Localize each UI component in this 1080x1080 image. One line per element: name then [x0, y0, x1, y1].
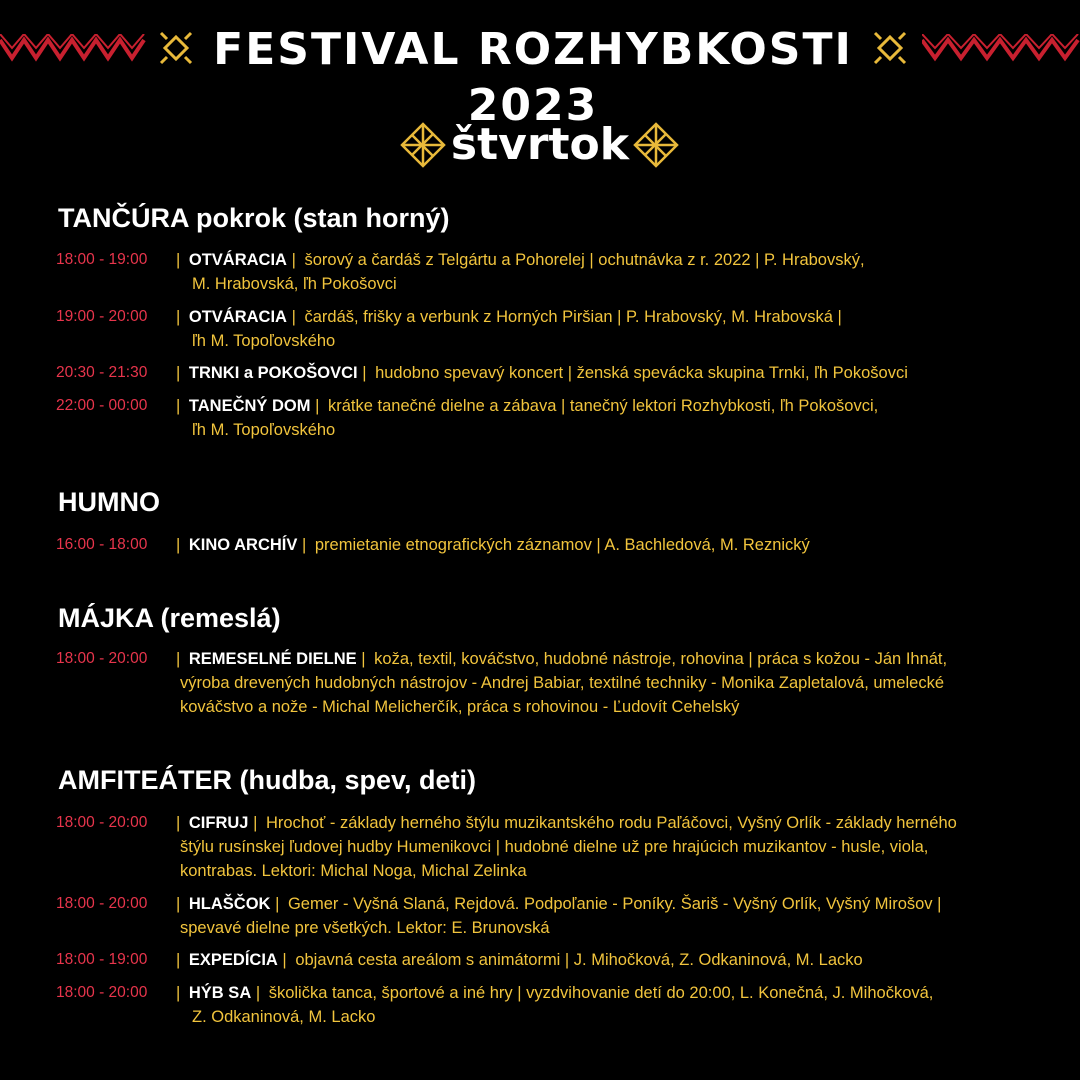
entry-name: KINO ARCHÍV [188, 536, 298, 554]
entry-detail: kontrabas. Lektori: Michal Noga, Michal Zelinka [180, 862, 527, 880]
zigzag-ornament-right [922, 34, 1080, 64]
lattice-ornament-left [400, 122, 446, 168]
entry-time: 18:00 - 20:00 [56, 984, 148, 1001]
header [0, 0, 1080, 131]
diamond-ornament-right [873, 31, 907, 65]
day-title: štvrtok [450, 119, 630, 170]
lattice-ornament-right [633, 122, 679, 168]
entry-detail: školička tanca, športové a iné hry | vyzdvihovanie detí do 20:00, L. Konečná, J. Mihočková, [268, 984, 934, 1002]
entry-name: HÝB SA [188, 984, 252, 1002]
entry-body: | KINO ARCHÍV | premietanie etnografických záznamov | A. Bachledová, M. Reznický [176, 536, 810, 554]
section-title-humno: HUMNO [58, 487, 160, 517]
entry-body: | OTVÁRACIA | čardáš, frišky a verbunk z Horných Piršian | P. Hrabovský, M. Hrabovská | ľh M. Topoľovského [176, 305, 1036, 353]
entry-name: OTVÁRACIA [188, 308, 287, 326]
entry-time: 18:00 - 20:00 [56, 895, 148, 912]
entry-name: TANEČNÝ DOM [188, 397, 311, 415]
entry-body: | TANEČNÝ DOM | krátke tanečné dielne a zábava | tanečný lektori Rozhybkosti, ľh Pokošovci, ľh M. Topoľovského [176, 394, 1036, 442]
entry-time: 22:00 - 00:00 [56, 397, 148, 414]
entry-time: 18:00 - 20:00 [56, 650, 148, 667]
entry-detail: šorový a čardáš z Telgártu a Pohorelej | ochutnávka z r. 2022 | P. Hrabovský, [304, 251, 865, 269]
entry-detail: Hrochoť - základy herného štýlu muzikantského rodu Paľáčovci, Vyšný Orlík - základy herného [265, 814, 957, 832]
entry-name: CIFRUJ [188, 814, 249, 832]
day-heading [0, 110, 1080, 180]
entry-time: 16:00 - 18:00 [56, 536, 148, 553]
entry-name: TRNKI a POKOŠOVCI [188, 364, 358, 382]
entry-detail: spevavé dielne pre všetkých. Lektor: E. Brunovská [180, 919, 550, 937]
entry-detail: koža, textil, kováčstvo, hudobné nástroje, rohovina | práca s kožou - Ján Ihnát, [374, 650, 948, 668]
section-title-amfiteater: AMFITEÁTER (hudba, spev, deti) [58, 765, 476, 795]
entry-detail: premietanie etnografických záznamov | A. Bachledová, M. Reznický [314, 536, 810, 554]
entry-body: | EXPEDÍCIA | objavná cesta areálom s animátormi | J. Mihočková, Z. Odkaninová, M. Lacko [176, 951, 863, 969]
entry-body: | CIFRUJ | Hrochoť - základy herného štýlu muzikantského rodu Paľáčovci, Vyšný Orlík - základy herného štýlu rusínskej ľudovej hudby Humenikovci | hudobné dielne už pre hrajúcich muzikantov - husle, viola, kontrabas. Lektori: Michal Noga, Michal Zelinka [176, 811, 1036, 883]
diamond-ornament-left [159, 31, 193, 65]
entry-detail: štýlu rusínskej ľudovej hudby Humenikovci | hudobné dielne už pre hrajúcich muzikantov - husle, viola, [180, 838, 929, 856]
entry-detail: ľh M. Topoľovského [192, 332, 336, 350]
entry-detail: hudobno spevavý koncert | ženská spevácka skupina Trnki, ľh Pokošovci [375, 364, 908, 382]
entry-detail: Gemer - Vyšná Slaná, Rejdová. Podpoľanie - Poníky. Šariš - Vyšný Orlík, Vyšný Mirošov | [287, 895, 942, 913]
entry-name: HLAŠČOK [188, 895, 271, 913]
section-title-tancura: TANČÚRA pokrok (stan horný) [58, 203, 450, 233]
entry-detail: krátke tanečné dielne a zábava | tanečný lektori Rozhybkosti, ľh Pokošovci, [327, 397, 879, 415]
section-title-majka: MÁJKA (remeslá) [58, 603, 281, 633]
entry-detail: Z. Odkaninová, M. Lacko [192, 1008, 376, 1026]
entry-body: | REMESELNÉ DIELNE | koža, textil, kováčstvo, hudobné nástroje, rohovina | práca s kožou - Ján Ihnát, výroba drevených hudobných nástrojov - Andrej Babiar, textilné techniky - Monika Zapletalová, umelecké kováčstvo a nože - Michal Melicherčík, práca s rohovinou - Ľudovít Cehelský [176, 647, 1036, 719]
entry-name: REMESELNÉ DIELNE [188, 650, 357, 668]
entry-body: | TRNKI a POKOŠOVCI | hudobno spevavý koncert | ženská spevácka skupina Trnki, ľh Pokošovci [176, 364, 908, 382]
entry-body: | OTVÁRACIA | šorový a čardáš z Telgártu a Pohorelej | ochutnávka z r. 2022 | P. Hrabovský, M. Hrabovská, ľh Pokošovci [176, 248, 1036, 296]
entry-detail: výroba drevených hudobných nástrojov - Andrej Babiar, textilné techniky - Monika Zapletalová, umelecké [180, 674, 944, 692]
entry-detail: M. Hrabovská, ľh Pokošovci [192, 275, 397, 293]
entry-body: | HLAŠČOK | Gemer - Vyšná Slaná, Rejdová. Podpoľanie - Poníky. Šariš - Vyšný Orlík, Vyšný Mirošov | spevavé dielne pre všetkých. Lektor: E. Brunovská [176, 892, 1036, 940]
entry-detail: ľh M. Topoľovského [192, 421, 336, 439]
entry-detail: čardáš, frišky a verbunk z Horných Piršian | P. Hrabovský, M. Hrabovská | [304, 308, 842, 326]
entry-time: 18:00 - 19:00 [56, 251, 148, 268]
zigzag-ornament-left [0, 34, 146, 64]
entry-time: 19:00 - 20:00 [56, 308, 148, 325]
entry-name: OTVÁRACIA [188, 251, 287, 269]
entry-time: 18:00 - 19:00 [56, 951, 148, 968]
festival-title: FESTIVAL ROZHYBKOSTI 2023 [213, 24, 853, 131]
entry-detail: kováčstvo a nože - Michal Melicherčík, práca s rohovinou - Ľudovít Cehelský [180, 698, 740, 716]
entry-body: | HÝB SA | školička tanca, športové a iné hry | vyzdvihovanie detí do 20:00, L. Konečná, J. Mihočková, Z. Odkaninová, M. Lacko [176, 981, 1036, 1029]
entry-time: 20:30 - 21:30 [56, 364, 148, 381]
entry-name: EXPEDÍCIA [188, 951, 278, 969]
entry-time: 18:00 - 20:00 [56, 814, 148, 831]
entry-detail: objavná cesta areálom s animátormi | J. Mihočková, Z. Odkaninová, M. Lacko [295, 951, 863, 969]
